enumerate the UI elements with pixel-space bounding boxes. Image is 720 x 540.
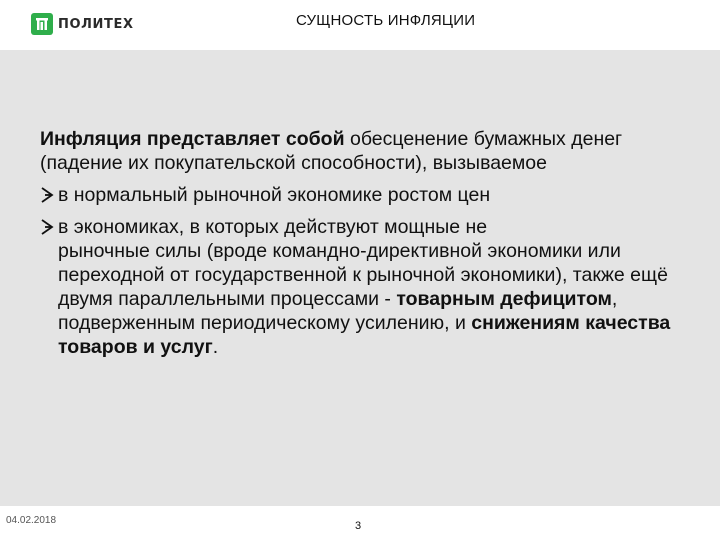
logo-text: ПОЛИТЕХ bbox=[58, 16, 134, 32]
slide-body bbox=[40, 127, 705, 359]
intro-paragraph bbox=[40, 127, 705, 175]
logo bbox=[31, 12, 134, 36]
bullet-item-market-economy bbox=[40, 183, 705, 207]
bullet-text: в нормальный рыночной экономике ростом цен bbox=[58, 184, 491, 206]
arrow-bullet-icon bbox=[40, 217, 56, 237]
emphasis-quality-decline: снижениям качества товаров и услуг bbox=[58, 312, 671, 358]
slide-title: СУЩНОСТЬ ИНФЛЯЦИИ bbox=[296, 12, 476, 29]
politech-logo-icon bbox=[31, 13, 53, 35]
intro-term: Инфляция представляет собой bbox=[40, 128, 345, 150]
header bbox=[0, 0, 720, 50]
bullet-item-non-market-economy bbox=[40, 215, 705, 359]
page-number: 3 bbox=[355, 520, 362, 532]
intro-definition: обесценение бумажных денег (падение их покупательской способности), вызываемое bbox=[40, 128, 623, 174]
emphasis-shortage: товарным дефицитом bbox=[396, 288, 612, 310]
arrow-bullet-icon bbox=[40, 185, 56, 205]
bullet-text-continuation: рыночные силы (вроде командно-директивной экономики или переходной от государственной к рыночной экономики), также ещё двумя параллельными процессами - товарным дефицитом, подверженным периодическому усилению, и снижениям качества товаров и услуг. bbox=[58, 240, 671, 358]
bullet-text-first-line: в экономиках, в которых действуют мощные не bbox=[58, 216, 488, 238]
footer-date: 04.02.2018 bbox=[6, 515, 57, 526]
